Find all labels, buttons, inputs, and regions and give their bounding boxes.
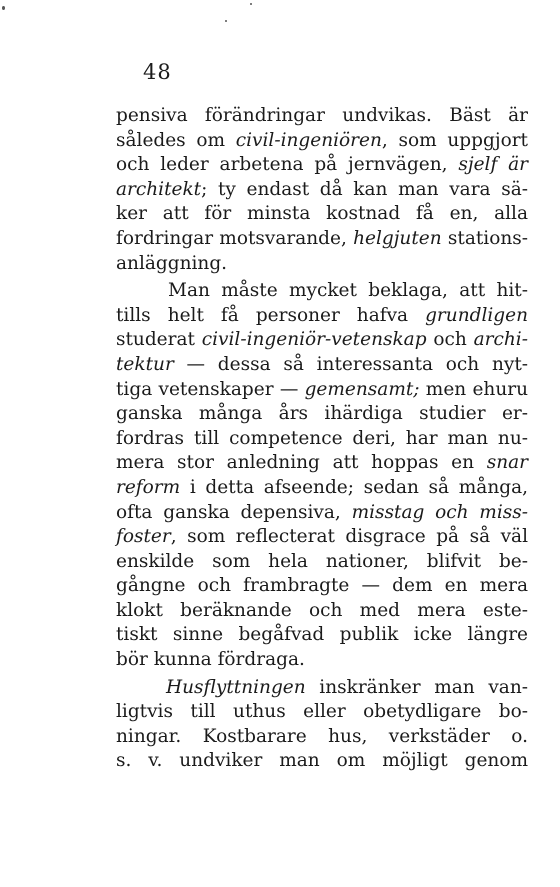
text-line — [116, 550, 528, 575]
text-span: tiga vetenskaper — — [116, 378, 305, 400]
text-span: i detta afseende; sedan så många, — [180, 476, 528, 498]
text-span: enskilde som hela nationer, blifvit be- — [116, 550, 528, 572]
italic-span: helgjuten — [353, 227, 442, 249]
text-line — [116, 451, 528, 476]
text-span: tills helt få personer hafva — [116, 304, 426, 326]
text-span: fordringar motsvarande, — [116, 227, 354, 249]
text-span: s. v. undviker man om möjligt genom — [116, 750, 528, 772]
text-line — [116, 427, 528, 452]
text-span: ningar. Kostbarare hus, verkstäder o. — [116, 725, 528, 747]
text-line — [116, 574, 528, 599]
text-line — [116, 153, 528, 178]
text-line — [116, 476, 528, 501]
text-span: ganska många års ihärdiga studier er- — [116, 403, 528, 425]
italic-span: tektur — [116, 353, 174, 375]
italic-span: civil-ingeniör-vetenskap — [201, 329, 427, 351]
body-text — [116, 104, 528, 774]
text-span: men ehuru — [419, 378, 529, 400]
text-span: Man måste mycket beklaga, att hit- — [168, 280, 528, 302]
paragraph — [116, 279, 528, 673]
print-speck — [225, 20, 227, 22]
text-line — [116, 178, 528, 203]
print-speck — [2, 6, 5, 10]
italic-span: snar — [486, 452, 528, 474]
text-span: inskränker man van- — [305, 676, 528, 698]
italic-span: gemensamt; — [304, 378, 420, 400]
text-span: , som reflecterat disgrace på så väl — [170, 526, 528, 548]
text-line — [116, 599, 528, 624]
italic-span: misstag och miss- — [351, 501, 528, 523]
text-span: stations- — [441, 227, 528, 249]
text-span: således om — [116, 129, 236, 151]
paragraph — [116, 676, 528, 774]
text-line — [116, 328, 528, 353]
text-line — [116, 525, 528, 550]
italic-span: sjelf är — [458, 154, 528, 176]
italic-span: Husflyttningen — [166, 676, 306, 698]
text-line — [116, 353, 528, 378]
italic-span: reform — [116, 476, 181, 498]
text-span: bör kunna fördraga. — [116, 649, 305, 671]
text-line — [116, 623, 528, 648]
text-line — [116, 202, 528, 227]
text-line — [116, 700, 528, 725]
text-span: , som uppgjort — [381, 129, 528, 151]
text-line — [116, 129, 528, 154]
text-span: och — [426, 329, 474, 351]
text-span: mera stor anledning att hoppas en — [116, 452, 487, 474]
text-span: gångne och frambragte — dem en mera — [116, 575, 528, 597]
text-span: anläggning. — [116, 252, 228, 274]
italic-span: archi- — [473, 329, 528, 351]
text-span: tiskt sinne begåfvad publik icke längre — [116, 624, 528, 646]
text-span: och leder arbetena på jernvägen, — [116, 154, 459, 176]
text-line — [116, 501, 528, 526]
text-line — [116, 252, 528, 277]
text-span: pensiva förändringar undvikas. Bäst är — [116, 105, 528, 126]
paragraph — [116, 104, 528, 276]
text-span: ofta ganska depensiva, — [116, 501, 352, 523]
text-line — [116, 725, 528, 750]
text-line — [116, 279, 528, 304]
text-span: — dessa så interessanta och nyt- — [173, 353, 528, 375]
text-line — [116, 749, 528, 774]
text-span: studerat — [116, 329, 202, 351]
italic-span: architekt — [116, 178, 202, 200]
text-line — [116, 648, 528, 673]
text-line — [116, 227, 528, 252]
italic-span: civil-ingeniören — [235, 129, 382, 151]
italic-span: foster — [116, 526, 171, 548]
italic-span: grundligen — [425, 304, 528, 326]
text-span: ; ty endast då kan man vara sä- — [201, 178, 528, 200]
text-span: fordras till competence deri, har man nu- — [116, 427, 528, 449]
text-span: ligtvis till uthus eller obetydligare bo- — [116, 701, 528, 723]
text-line — [116, 104, 528, 129]
print-speck — [250, 3, 252, 5]
text-line — [116, 676, 528, 701]
text-line — [116, 304, 528, 329]
text-span: ker att för minsta kostnad få en, alla — [116, 203, 528, 225]
page-number: 48 — [143, 60, 172, 84]
text-span: klokt beräknande och med mera este- — [116, 599, 528, 621]
text-line — [116, 402, 528, 427]
text-line — [116, 378, 528, 403]
